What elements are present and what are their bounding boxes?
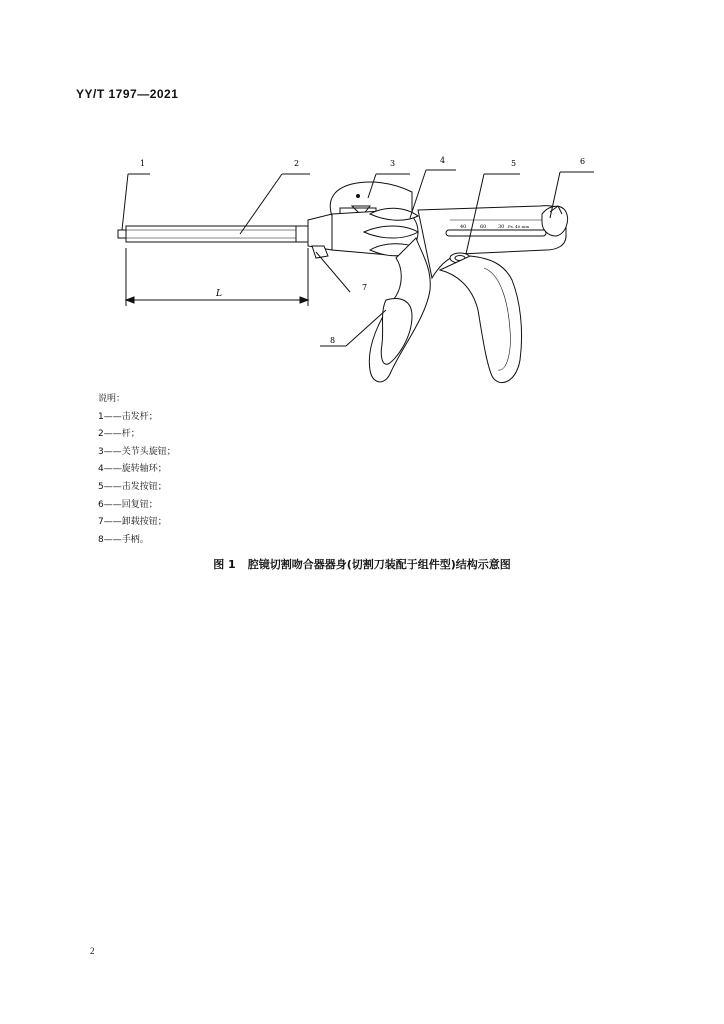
shaft bbox=[126, 226, 308, 242]
callout-5: 5 bbox=[511, 159, 517, 168]
figure-number: 图 1 bbox=[213, 558, 236, 571]
callout-8: 8 bbox=[330, 336, 336, 345]
legend-item: 6——回复钮； bbox=[98, 499, 158, 510]
return-knob bbox=[542, 206, 568, 236]
standard-code-header: YY/T 1797—2021 bbox=[76, 87, 179, 101]
page-number: 2 bbox=[90, 946, 95, 956]
dimension-label: L bbox=[216, 289, 222, 299]
figure-title: 腔镜切割吻合器器身(切割刀装配于组件型)结构示意图 bbox=[247, 558, 511, 571]
legend-item: 7——卸载按钮； bbox=[98, 517, 167, 528]
legend bbox=[98, 391, 176, 549]
legend-item: 3——关节头旋钮； bbox=[98, 446, 176, 457]
callout-4: 4 bbox=[440, 156, 446, 165]
callout-3: 3 bbox=[390, 159, 396, 168]
callout-6: 6 bbox=[580, 157, 586, 166]
callout-2: 2 bbox=[294, 159, 300, 168]
firing-rod-tip bbox=[118, 230, 126, 238]
legend-item: 8——手柄。 bbox=[98, 534, 149, 545]
callout-1: 1 bbox=[140, 159, 146, 168]
figure-caption bbox=[0, 556, 724, 572]
legend-item: 5——击发按钮； bbox=[98, 481, 167, 492]
nose-cone bbox=[308, 214, 332, 250]
legend-title: 说明： bbox=[98, 394, 126, 404]
scale-label-40: 40 bbox=[460, 224, 467, 230]
legend-item: 1——击发杆； bbox=[98, 411, 158, 422]
legend-item: 2——杆； bbox=[98, 429, 140, 440]
scale-label-60: 60 bbox=[480, 224, 487, 230]
callout-7: 7 bbox=[362, 283, 368, 292]
grip bbox=[440, 256, 522, 383]
scale-text: Ps. 40 mm bbox=[508, 224, 530, 229]
legend-item: 4——旋转轴环； bbox=[98, 464, 167, 475]
stapler-diagram bbox=[100, 150, 620, 390]
scale-label-30: 30 bbox=[498, 224, 505, 230]
